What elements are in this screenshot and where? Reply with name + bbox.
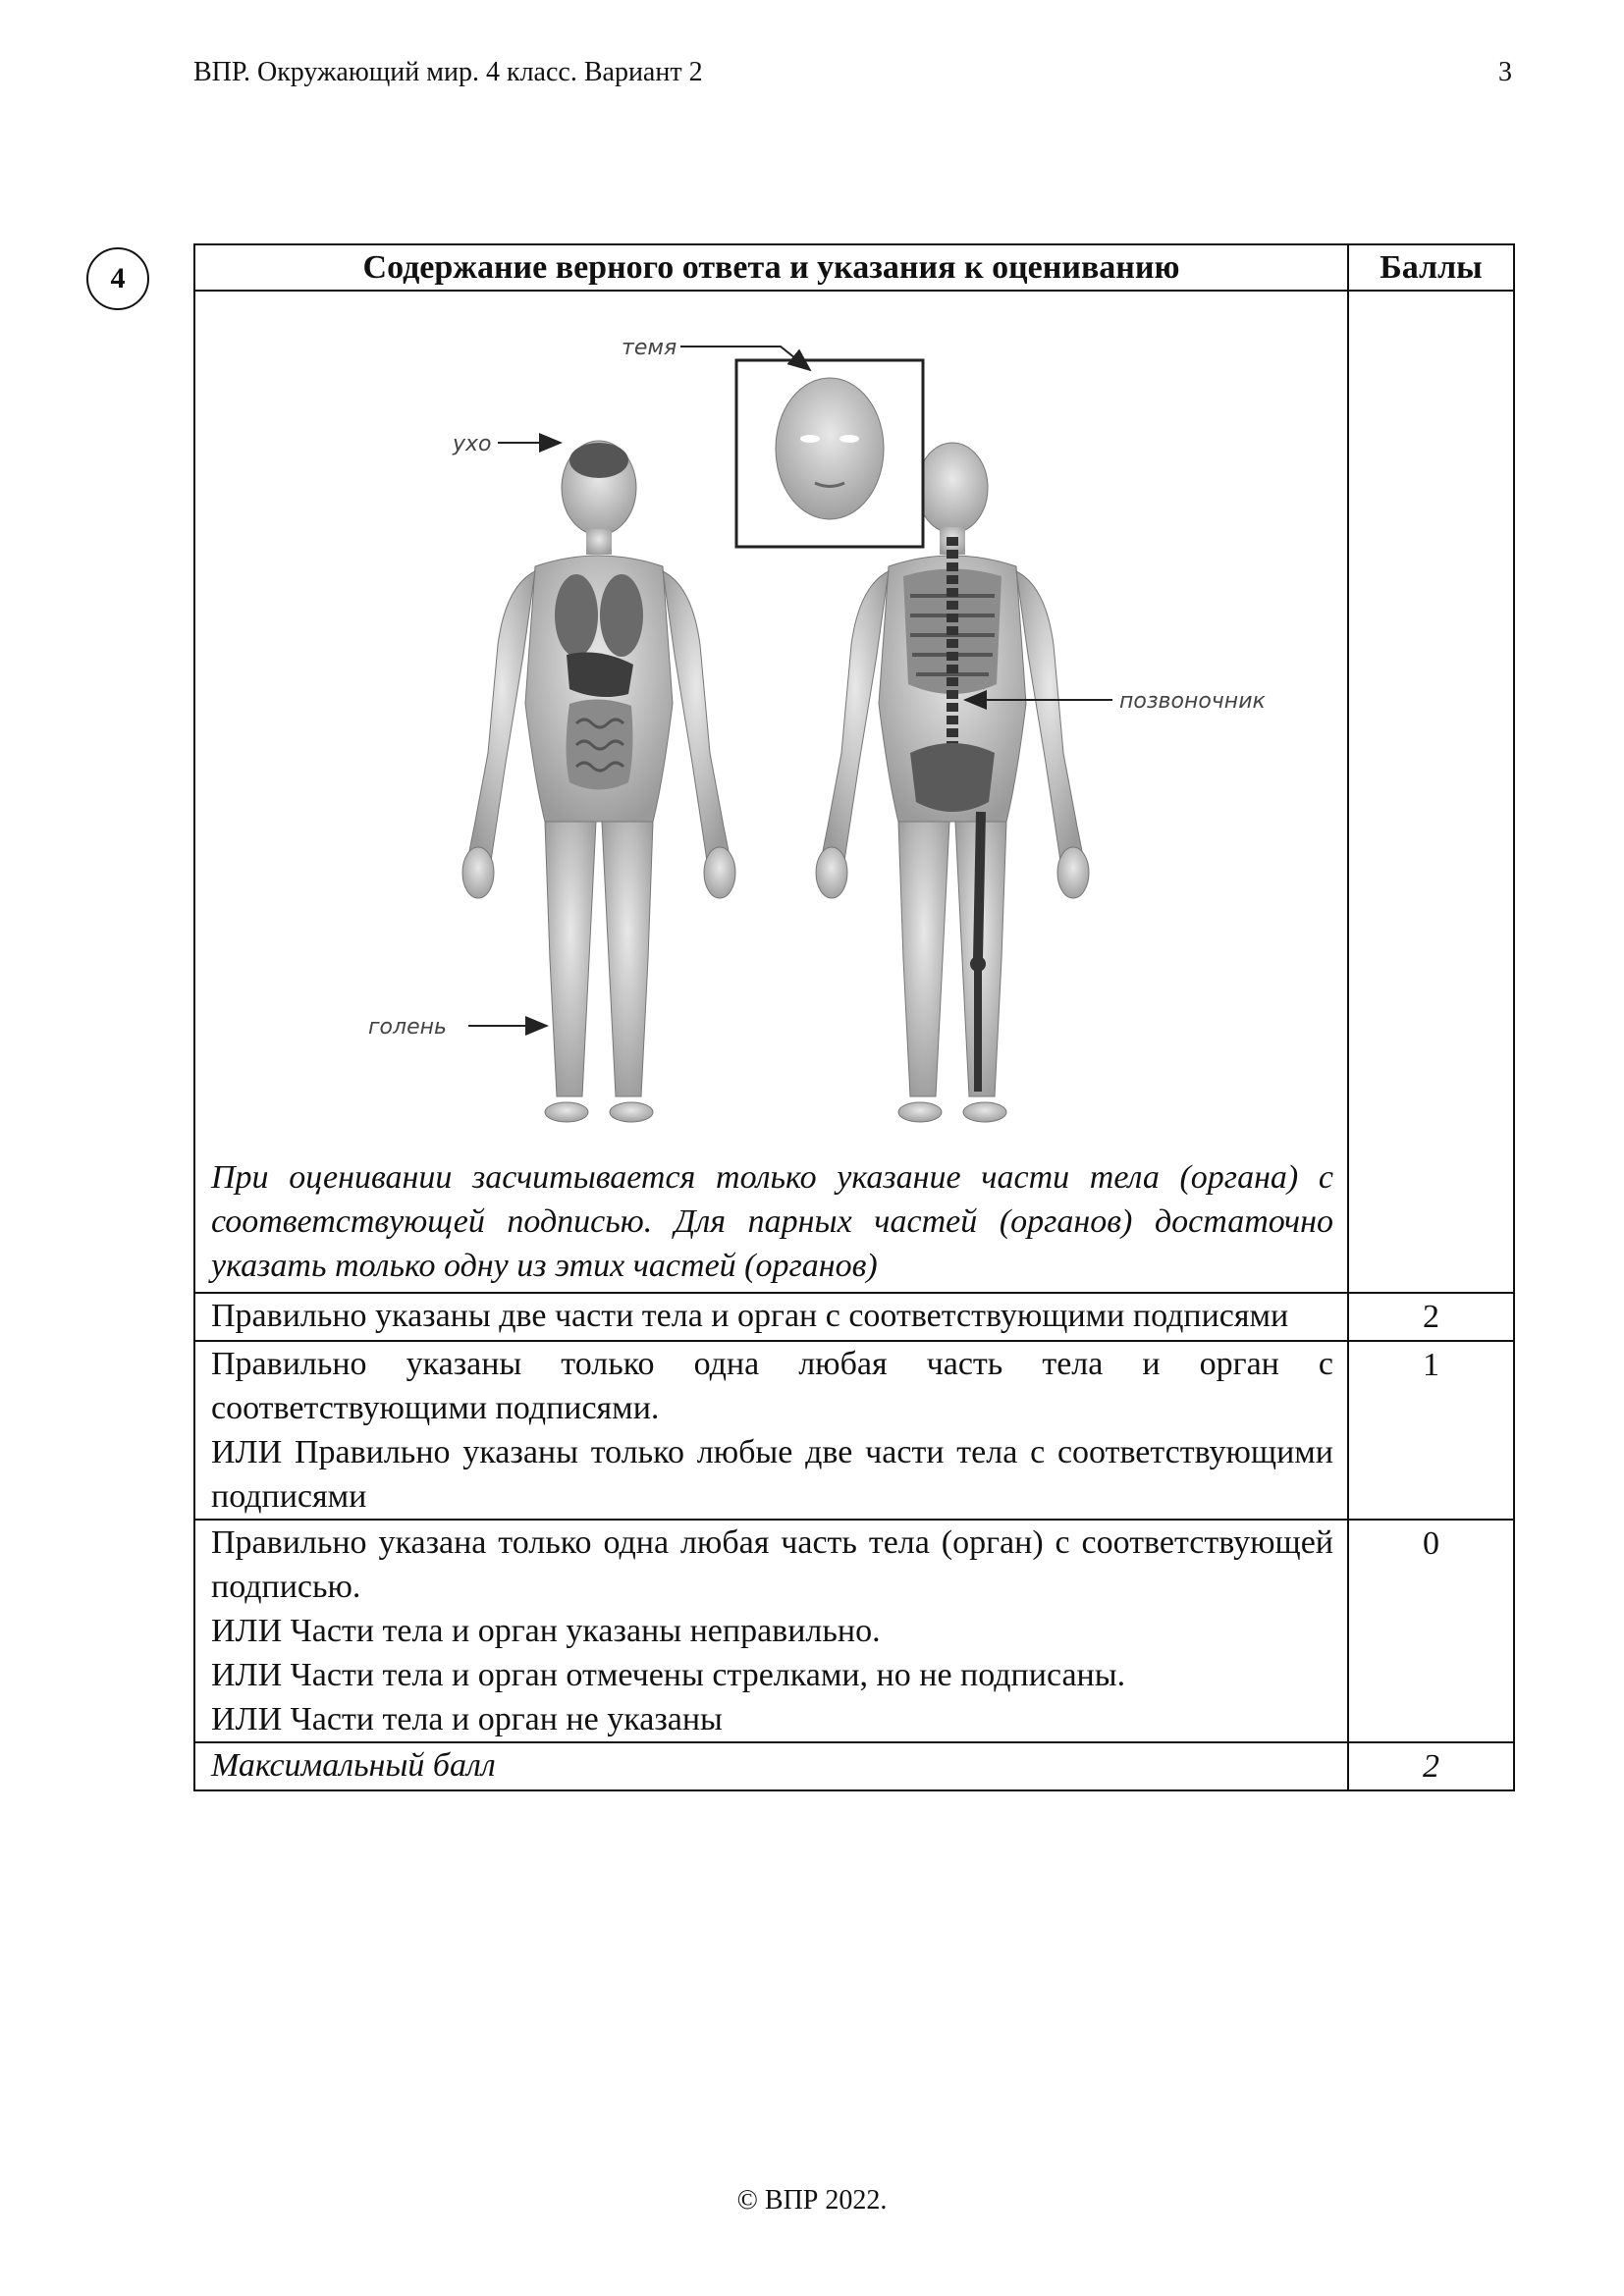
criteria-table	[193, 243, 1515, 1791]
label-shin: голень	[368, 1015, 447, 1040]
page-number: 3	[1498, 57, 1512, 87]
criterion-line: ИЛИ Части тела и орган указаны неправильно.	[211, 1613, 881, 1649]
lung-right	[600, 574, 643, 657]
figure-row	[194, 291, 1514, 1293]
criterion-row-1	[194, 1341, 1514, 1520]
header-title: ВПР. Окружающий мир. 4 класс. Вариант 2	[193, 57, 703, 87]
label-crown: темя	[622, 336, 677, 360]
lung-left	[555, 574, 598, 657]
criterion-row-0	[194, 1520, 1514, 1742]
brain-shape	[569, 443, 628, 478]
footer-copyright: © ВПР 2022.	[736, 2185, 888, 2216]
criterion-text: Правильно указаны две части тела и орган с соответствующими подписями	[194, 1293, 1348, 1341]
criterion-row-2	[194, 1293, 1514, 1341]
head-inset	[736, 360, 923, 547]
body-figure	[211, 292, 1333, 1155]
table-header-row	[194, 244, 1514, 291]
front-body-figure	[462, 441, 735, 1122]
criterion-line: Правильно указана только одна любая часть тела (орган) с соответствующей подписью.	[211, 1524, 1333, 1605]
grading-note: При оценивании засчитывается только указание части тела (органа) с соответствующей подписью. Для парных частей (органов) достаточно указать только одну из этих частей (органов)	[211, 1159, 1333, 1284]
max-score-label: Максимальный балл	[194, 1742, 1348, 1790]
criterion-points: 2	[1348, 1293, 1514, 1341]
criterion-line: ИЛИ Части тела и орган не указаны	[211, 1701, 723, 1737]
pelvis	[910, 743, 995, 812]
criterion-points: 0	[1348, 1520, 1514, 1742]
header-content-cell: Содержание верного ответа и указания к оцениванию	[194, 244, 1348, 291]
criterion-line: Правильно указаны только одна любая часть тела и орган с соответствующими подписями.	[211, 1346, 1333, 1426]
task-number-badge: 4	[86, 247, 149, 310]
criterion-line: ИЛИ Правильно указаны только любые две части тела с соответствующими подписями	[211, 1434, 1333, 1515]
criterion-text	[194, 1341, 1348, 1520]
criterion-text	[194, 1520, 1348, 1742]
header-points-cell: Баллы	[1348, 244, 1514, 291]
max-score-value: 2	[1348, 1742, 1514, 1790]
label-ear: ухо	[453, 432, 492, 456]
criterion-points: 1	[1348, 1341, 1514, 1520]
figure-cell	[194, 291, 1348, 1293]
max-score-row	[194, 1742, 1514, 1790]
label-spine: позвоночник	[1119, 689, 1266, 714]
human-body-illustration	[211, 292, 1335, 1155]
criterion-line: ИЛИ Части тела и орган отмечены стрелками, но не подписаны.	[211, 1657, 1126, 1693]
figure-points-cell	[1348, 291, 1514, 1293]
